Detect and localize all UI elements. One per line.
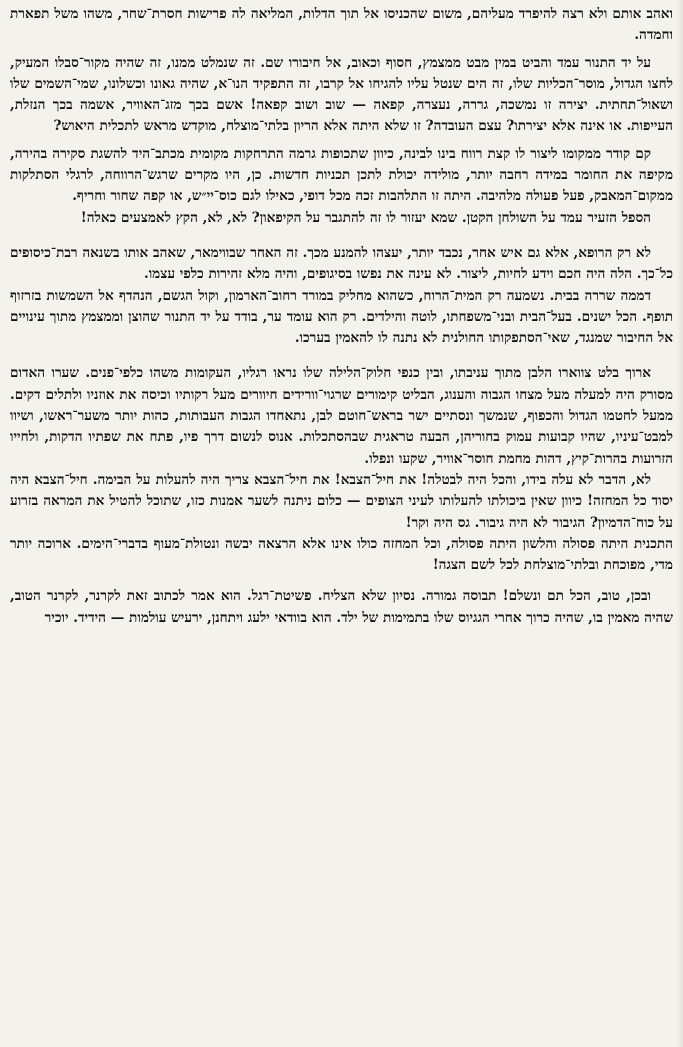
paragraph: על יד התנור עמד והביט במין מבט ממצמץ, חסוף וכאוב, אל חיבורו שם. זה שנמלט ממנו, זה שהיה מקור־סבלו המעיק, לחצו הגדול, מוסר־הכליות שלו, זה הים שנטל עליו להגיחו אל קרבו, זה התפקיד הנו־א, שהיה גאונו וכשלונו, שמי־השמים שלו ושאול־תחתית. יצירה זו נמשכה, גררה, נעצרה, קפאה — שוב ושוב קפאה! אשם בכך מזג־האוויר, אשמה בכך הנזלת, העייפות. או אינה אלא יצירתו? עצם העובדה? זו שלא היתה אלא הריון בלתי־מוצלח, מוקדש מראש לתכלית היאוש? — [10, 54, 673, 135]
page-edge-shadow — [677, 0, 683, 1047]
paragraph: לא רק הרופא, אלא גם איש אחר, נכבד יותר, יעצהו להמנע מכך. זה האחר שבווימאר, שאהב אותו בשנאה רבת־כיסופים כל־כך. הלה היה חכם וידע לחיות, ליצור. לא עינה את נפשו בסיגופים, והיה מלא זהירות כלפי עצמו. — [10, 244, 673, 283]
paragraph: ואהב אותם ולא רצה להיפרד מעליהם, משום שהכניסו אל תוך הדלות, המליאה לה פרישות חסרת־שחר, משהו משל תפארת וחמדה. — [10, 6, 673, 44]
paragraph: לא, הדבר לא עלה בידו, והכל היה לבטלה! את חיל־הצבא! את חיל־הצבא צריך היה להעלות על הבימה. חיל־הצבא היה יסוד כל המחזה! כיוון שאין ביכולתו להעלותו לעיני הצופים — כלום ניתנה לשער אמנות כזו, שתוכל להטיל את המראה בזרוע על כוח־הדמיון? הגיבור לא היה גיבור. גס היה וקר! — [10, 471, 673, 531]
paragraph: דממה שררה בבית. נשמעה רק המית־הרוח, כשהוא מחליק במורד רחוב־הארמון, וקול הגשם, הנהדף אל השמשות בזרזוף תופף. הכל ישנים. בעל־הבית ובני־משפחתו, לוטה והילדים. רק הוא עומד ער, בודד על יד התנור שהוצן וממצמץ מתוך עינויים אל החיבור שמנגד, שאי־הסתפקותו החולנית לא נתנה לו להאמין בערכו. — [10, 287, 673, 347]
paragraph: התכנית היתה פסולה והלשון היתה פסולה, וכל המחזה כולו אינו אלא הרצאה יבשה ונטולת־מעוף בדברי־הימים. ארוכה יותר מדי, מפוכחת ובלתי־מוצלחת לכל לשם הצגה! — [10, 535, 673, 574]
paragraph: קם קודר ממקומו ליצור לו קצת רווח בינו לבינה, כיוון שתכופות גרמה התרחקות מקומית מכתב־היד להשגת סקירה בהירה, מקיפה את החומר במידה רחבה יותר, מולידה יכולת לתכן תכניות חדשות. כן, היו מקרים שרגש־הרווחה, לרגלי הסתלקות ממקום־המאבק, פעל פעולה מלהיבה. היתה זו התלהבות זכה מכל דופי, כאילו לגם כוס־יי״ש, או קפה שחור וחריף. — [10, 145, 673, 205]
paragraph: הספל הזעיר עמד על השולחן הקטן. שמא יעזור לו זה להתגבר על הקיפאון? לא, לא, הקץ לאמצעים כאלה! — [80, 209, 651, 226]
paragraph: ובכן, טוב, הכל תם ונשלם! תבוסה גמורה. נסיון שלא הצליח. פשיטת־רגל. הוא אמר לכתוב זאת לקרנר, לקרנר הטוב, שהיה מאמין בו, שהיה כרוך אחרי הגגיוס שלו בתמימות של ילד. הוא בוודאי ילעג ויתחנן, ירעיש עולמות — הידיד. יוכיר — [10, 588, 673, 626]
paragraph: ארוך בלט צווארו הלבן מתוך עניבתו, ובין כנפי חלוק־הלילה שלו נראו רגליו, העקומות משהו כלפי־פנים. שערו האדום מסורק היה למעלה מעל מצחו הגבוה והענוג, הבליט קימורים שרגוי־וורידים חיוורים מעל רקותיו וכיסה את אוזניו ולתלים דקים. ממעל לחטמו הגדול והכפוף, שנמשך ונסתיים ישר בראש־חוטם לבן, נתאחדו הגבות העבותות, כהות יותר משער־ראשו, ושיוו למבט־עיניו, שהיו קבועות עמוק בחוריהן, הבעה טראגית שבהסתכלות. אנוס לנשום דרך פיו, פתח את שפתיו הדקות, ולחייו הזרועות בהרות־קיץ, דהות מחמת חוסר־אוויר, שקעו ונפלו. — [10, 365, 673, 467]
